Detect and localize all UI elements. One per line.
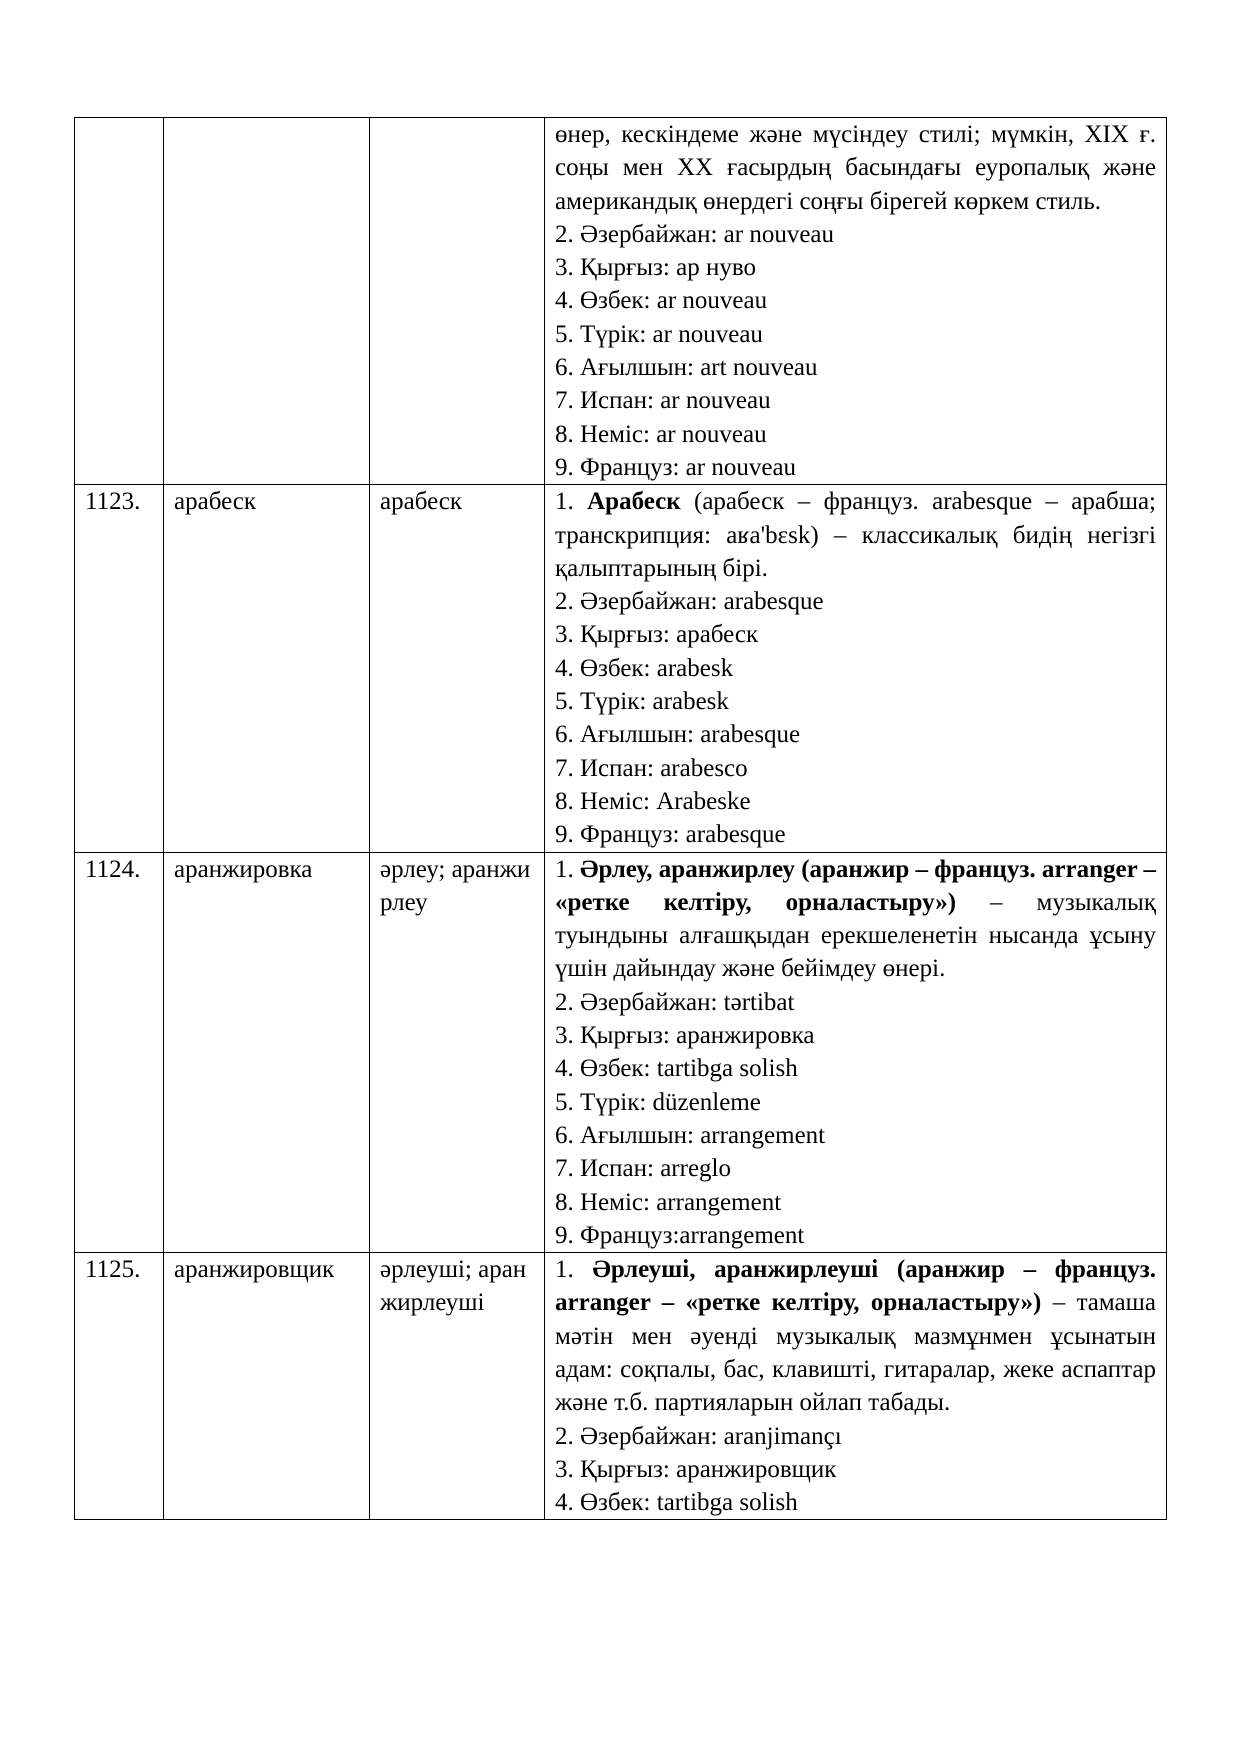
entry-number bbox=[75, 118, 164, 485]
translation-line: 2. Әзербайжан: tərtibat bbox=[555, 988, 795, 1016]
russian-term bbox=[164, 118, 370, 485]
translation-line: 9. Француз: arabesque bbox=[555, 821, 786, 849]
translation-line: 6. Ағылшын: arrangement bbox=[555, 1121, 826, 1149]
table-row bbox=[75, 485, 1167, 852]
translation-line: 2. Әзербайжан: ar nouveau bbox=[555, 220, 835, 248]
definition-cell bbox=[545, 852, 1167, 1253]
definition-text bbox=[555, 1253, 1156, 1419]
dictionary-body bbox=[75, 118, 1167, 1520]
translation-line: 3. Қырғыз: аранжировка bbox=[555, 1022, 815, 1050]
table-row bbox=[75, 1253, 1167, 1520]
dictionary-table bbox=[74, 117, 1167, 1520]
kazakh-term: әрлеу; аранжирлеу bbox=[370, 852, 545, 1253]
translation-line: 4. Өзбек: tartibga solish bbox=[555, 1489, 798, 1517]
definition-rest: өнер, кескіндеме және мүсіндеу стилі; мүмкін, XIX ғ. соңы мен XX ғасырдың басындағы еуропалық және американдық өнердегі соңғы бірегей көркем стиль. bbox=[555, 121, 1156, 215]
definition-headword: Әрлеу, аранжирлеу (аранжир – француз. arranger – «ретке келтіру, орналастыру») bbox=[555, 855, 1156, 916]
translation-line: 4. Өзбек: arabesk bbox=[555, 654, 734, 682]
russian-term: аранжировка bbox=[164, 852, 370, 1253]
kazakh-term: әрлеуші; аранжирлеуші bbox=[370, 1253, 545, 1520]
translation-line: 4. Өзбек: ar nouveau bbox=[555, 287, 768, 315]
table-row bbox=[75, 118, 1167, 485]
definition-headword: Әрлеуші, аранжирлеуші (аранжир – француз. arranger – «ретке келтіру, орналастыру») bbox=[555, 1256, 1157, 1317]
definition-cell bbox=[545, 118, 1167, 485]
translation-line: 3. Қырғыз: аранжировщик bbox=[555, 1455, 837, 1483]
translation-line: 7. Испан: arreglo bbox=[555, 1155, 731, 1183]
definition-rest: (арабеск – француз. arabesque – арабша; транскрипция: aʁa'bɛsk) – классикалық бидің негізгі қалыптарының бірі. bbox=[555, 488, 1156, 582]
definition-headword: Арабеск bbox=[587, 488, 681, 516]
translation-line: 8. Неміс: arrangement bbox=[555, 1188, 782, 1216]
definition-text bbox=[555, 118, 1156, 218]
entry-number: 1123. bbox=[75, 485, 164, 852]
translation-line: 2. Әзербайжан: aranjimançı bbox=[555, 1422, 842, 1450]
definition-prefix: 1. bbox=[555, 1256, 593, 1284]
definition-text bbox=[555, 853, 1156, 986]
definition-cell bbox=[545, 485, 1167, 852]
russian-term: арабеск bbox=[164, 485, 370, 852]
translation-line: 3. Қырғыз: ар нуво bbox=[555, 254, 756, 282]
translation-line: 7. Испан: arabesco bbox=[555, 754, 748, 782]
translation-line: 5. Түрік: düzenleme bbox=[555, 1088, 761, 1116]
translation-line: 8. Неміс: Arabeske bbox=[555, 787, 751, 815]
translation-line: 9. Француз:arrangement bbox=[555, 1221, 805, 1249]
entry-number: 1125. bbox=[75, 1253, 164, 1520]
definition-prefix: 1. bbox=[555, 855, 581, 883]
translation-line: 5. Түрік: arabesk bbox=[555, 688, 729, 716]
translation-line: 6. Ағылшын: art nouveau bbox=[555, 354, 818, 382]
russian-term: аранжировщик bbox=[164, 1253, 370, 1520]
translation-line: 2. Әзербайжан: arabesque bbox=[555, 588, 824, 616]
kazakh-term: арабеск bbox=[370, 485, 545, 852]
definition-text bbox=[555, 485, 1156, 585]
translation-line: 9. Француз: ar nouveau bbox=[555, 453, 797, 481]
translation-line: 3. Қырғыз: арабеск bbox=[555, 621, 759, 649]
kazakh-term bbox=[370, 118, 545, 485]
translation-line: 8. Неміс: ar nouveau bbox=[555, 420, 767, 448]
definition-cell bbox=[545, 1253, 1167, 1520]
translation-line: 7. Испан: ar nouveau bbox=[555, 387, 771, 415]
definition-rest: – тамаша мәтін мен әуенді музыкалық мазмұнмен ұсынатын адам: соқпалы, бас, клавишті, гитаралар, жеке аспаптар және т.б. партияларын ойлап табады. bbox=[555, 1289, 1156, 1417]
definition-prefix: 1. bbox=[555, 488, 588, 516]
translation-line: 5. Түрік: ar nouveau bbox=[555, 320, 763, 348]
translation-line: 4. Өзбек: tartibga solish bbox=[555, 1055, 798, 1083]
table-row bbox=[75, 852, 1167, 1253]
entry-number: 1124. bbox=[75, 852, 164, 1253]
definition-rest: – музыкалық туындыны алғашқыдан ерекшеленетін нысанда ұсыну үшін дайындау және бейімдеу өнері. bbox=[555, 888, 1156, 983]
translation-line: 6. Ағылшын: arabesque bbox=[555, 721, 801, 749]
